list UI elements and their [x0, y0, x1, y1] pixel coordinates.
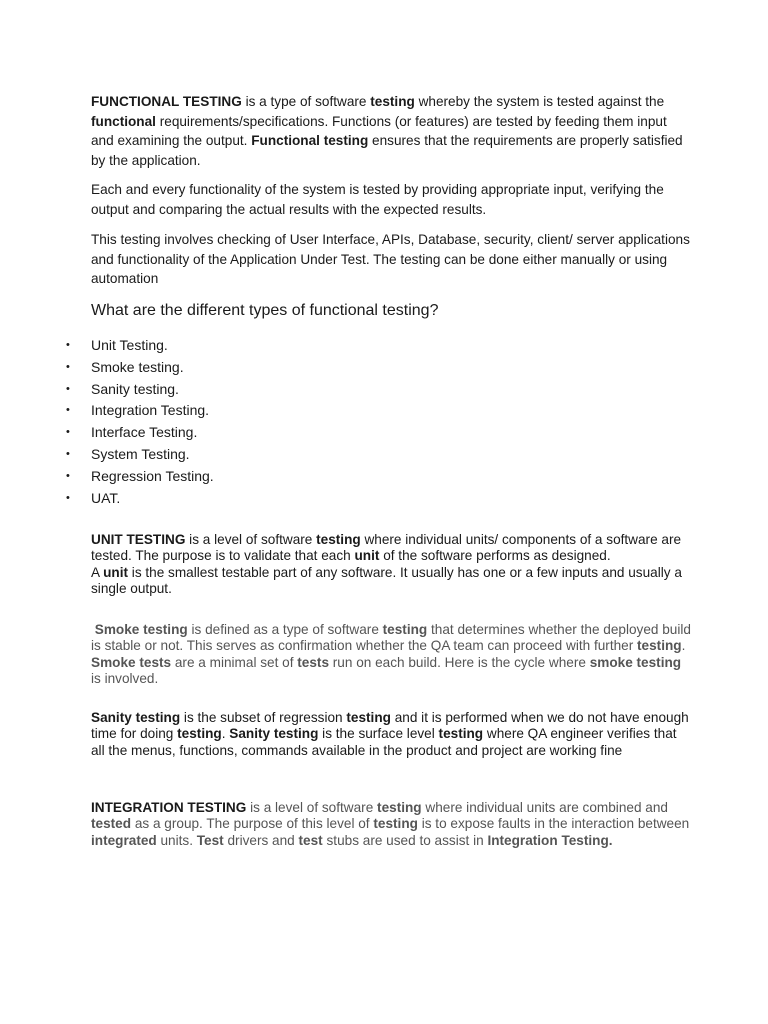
list-item-label: Sanity testing. — [91, 380, 179, 397]
sanity-testing-paragraph: Sanity testing is the subset of regression testing and it is performed when we do not have enough time for doing testing. Sanity testing is the surface level testing where QA engineer verifies that all the menus, functions, commands available in the product and project are working fine — [91, 710, 689, 758]
list-item-label: Interface Testing. — [91, 424, 198, 441]
bullet-icon: • — [66, 469, 70, 482]
list-item-label: Smoke testing. — [91, 358, 184, 375]
term-sanity-testing: Sanity testing — [91, 710, 181, 725]
term-unit-testing: UNIT TESTING — [91, 532, 186, 547]
testing-involves-paragraph: This testing involves checking of User Interface, APIs, Database, security, client/ server applications and functionality of the Application Under Test. The testing can be done either manually or using automation — [91, 232, 690, 286]
list-item-label: System Testing. — [91, 445, 190, 462]
bullet-icon: • — [66, 491, 70, 504]
bullet-icon: • — [66, 447, 70, 460]
functional-testing-paragraph: FUNCTIONAL TESTING is a type of software testing whereby the system is tested against the functional requirements/specifications. Functions (or features) are tested by feeding them input and examining the output. Functional testing ensures that the requirements are properly satisfied by the application. — [91, 94, 683, 168]
integration-testing-paragraph: INTEGRATION TESTING is a level of software testing where individual units are combined and tested as a group. The purpose of this level of testing is to expose faults in the interaction between integrated units. Test drivers and test stubs are used to assist in Integration Testing. — [91, 800, 690, 848]
each-functionality-paragraph: Each and every functionality of the system is tested by providing appropriate input, verifying the output and comparing the actual results with the expected results. — [91, 182, 664, 217]
term-smoke-testing: Smoke testing — [94, 622, 188, 637]
bullet-icon: • — [66, 339, 70, 351]
term-integration-testing: INTEGRATION TESTING — [91, 800, 247, 815]
bullet-icon: • — [66, 382, 70, 395]
smoke-testing-paragraph: Smoke testing is defined as a type of software testing that determines whether the deployed build is stable or not. This serves as confirmation whether the QA team can proceed with further testing. Smoke tests are a minimal set of tests run on each build. Here is the cycle where smoke testing is involved. — [91, 622, 691, 686]
term-functional-testing: FUNCTIONAL TESTING — [91, 94, 242, 109]
types-heading: What are the different types of functional testing? — [91, 302, 439, 319]
list-item-label: Regression Testing. — [91, 467, 214, 484]
unit-testing-paragraph: UNIT TESTING is a level of software testing where individual units/ components of a software are tested. The purpose is to validate that each unit of the software performs as designed. A unit is the smallest testable part of any software. It usually has one or a few inputs and usually a single output. — [91, 532, 682, 596]
bullet-icon: • — [66, 404, 70, 417]
list-item-label: UAT. — [91, 489, 121, 506]
list-item-label: Integration Testing. — [91, 402, 210, 419]
list-item-label: Unit Testing. — [91, 337, 168, 353]
bullet-icon: • — [66, 426, 70, 439]
bullet-icon: • — [66, 360, 70, 373]
